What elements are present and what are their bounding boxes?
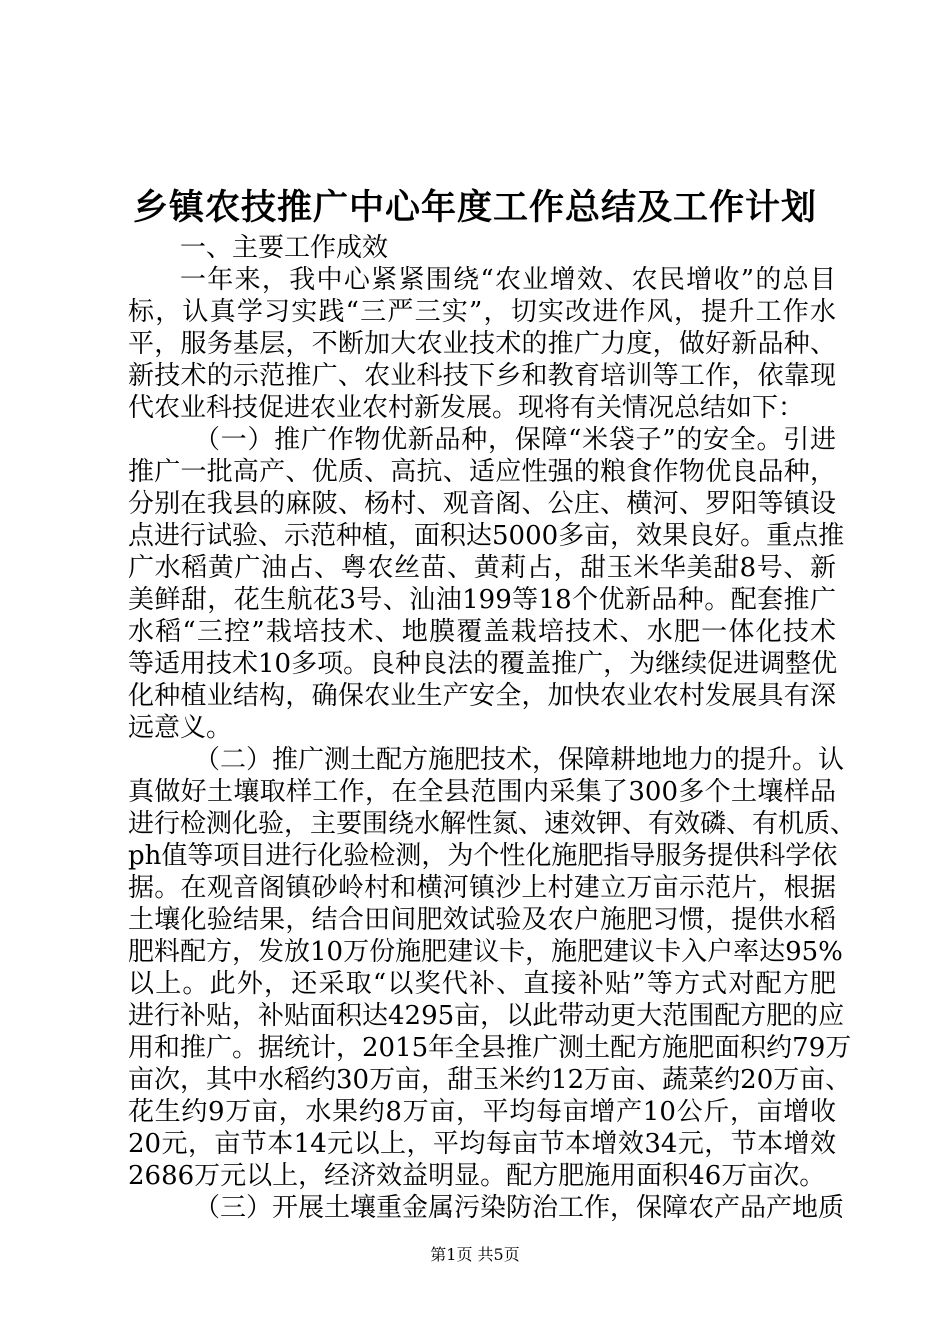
body-line: 用和推广。据统计，2015年全县推广测土配方施肥面积约79万 (128, 1033, 852, 1063)
body-line: 一年来，我中心紧紧围绕“农业增效、农民增收”的总目 (180, 265, 836, 295)
body-line: 远意义。 (128, 713, 233, 743)
body-line: 代农业科技促进农业农村新发展。现将有关情况总结如下： (128, 393, 805, 423)
body-line: 平，服务基层，不断加大农业技术的推广力度，做好新品种、 (128, 329, 836, 359)
body-line: 肥料配方，发放10万份施肥建议卡，施肥建议卡入户率达95% (128, 937, 843, 967)
body-line: 一、主要工作成效 (180, 233, 389, 263)
body-line: （一）推广作物优新品种，保障“米袋子”的安全。引进 (194, 425, 836, 455)
body-line: 花生约9万亩，水果约8万亩，平均每亩增产10公斤，亩增收 (128, 1097, 836, 1127)
body-line: 2686万元以上，经济效益明显。配方肥施用面积46万亩次。 (128, 1161, 826, 1191)
body-line: （二）推广测土配方施肥技术，保障耕地地力的提升。认 (194, 745, 845, 775)
body-line: ph值等项目进行化验检测，为个性化施肥指导服务提供科学依 (128, 841, 838, 871)
body-line: 标，认真学习实践“三严三实”，切实改进作风，提升工作水 (128, 297, 836, 327)
page-footer: 第1页 共5页 (430, 1245, 520, 1264)
body-line: 美鲜甜，花生航花3号、汕油199等18个优新品种。配套推广 (128, 585, 836, 615)
body-line: 推广一批高产、优质、高抗、适应性强的粮食作物优良品种， (128, 457, 836, 487)
body-line: 亩次，其中水稻约30万亩，甜玉米约12万亩、蔬菜约20万亩、 (128, 1065, 852, 1095)
body-line: 进行检测化验，主要围绕水解性氮、速效钾、有效磷、有机质、 (128, 809, 857, 839)
body-line: 化种植业结构，确保农业生产安全，加快农业农村发展具有深 (128, 681, 836, 711)
body-line: 土壤化验结果，结合田间肥效试验及农户施肥习惯，提供水稻 (128, 905, 836, 935)
body-line: 广水稻黄广油占、粤农丝苗、黄莉占，甜玉米华美甜8号、新 (128, 553, 836, 583)
page-title: 乡镇农技推广中心年度工作总结及工作计划 (132, 187, 817, 228)
body-line: 分别在我县的麻陂、杨村、观音阁、公庄、横河、罗阳等镇设 (128, 489, 836, 519)
body-line: 以上。此外，还采取“以奖代补、直接补贴”等方式对配方肥 (128, 969, 836, 999)
document-body (128, 232, 857, 1224)
body-line: 水稻“三控”栽培技术、地膜覆盖栽培技术、水肥一体化技术 (128, 617, 836, 647)
body-line: 点进行试验、示范种植，面积达5000多亩，效果良好。重点推 (128, 521, 845, 551)
body-line: 等适用技术10多项。良种良法的覆盖推广，为继续促进调整优 (128, 649, 838, 679)
body-line: （三）开展土壤重金属污染防治工作，保障农产品产地质 (194, 1193, 845, 1223)
body-line: 据。在观音阁镇砂岭村和横河镇沙上村建立万亩示范片，根据 (128, 873, 836, 903)
body-line: 20元，亩节本14元以上，平均每亩节本增效34元，节本增效 (128, 1129, 836, 1159)
body-line: 真做好土壤取样工作，在全县范围内采集了300多个土壤样品 (128, 777, 836, 807)
body-line: 进行补贴，补贴面积达4295亩，以此带动更大范围配方肥的应 (128, 1001, 845, 1031)
body-line: 新技术的示范推广、农业科技下乡和教育培训等工作，依靠现 (128, 361, 836, 391)
